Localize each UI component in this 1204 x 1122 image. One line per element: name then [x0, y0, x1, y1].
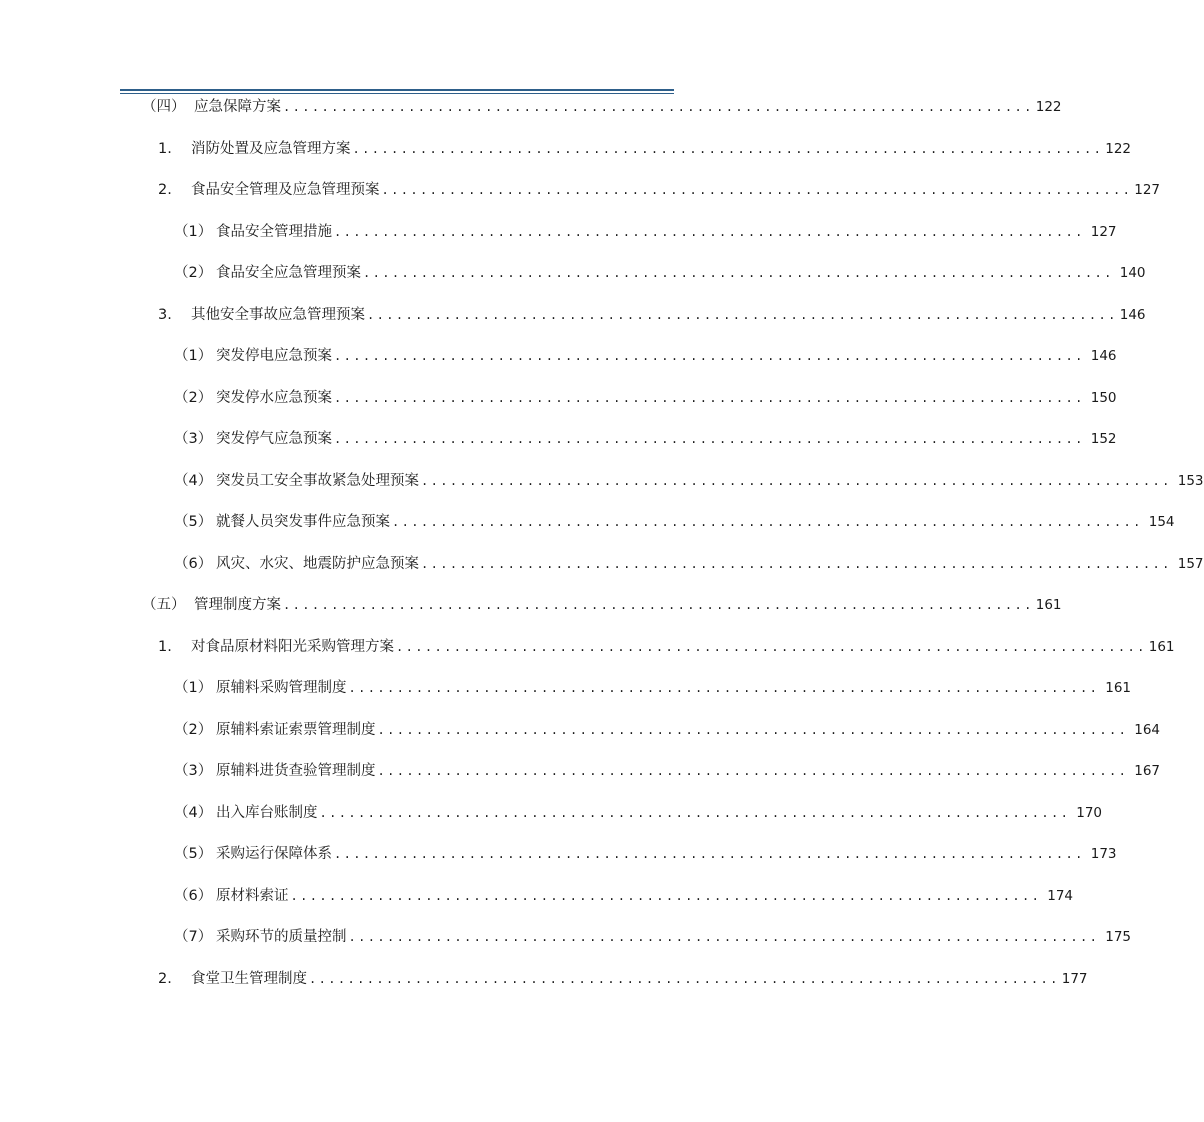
- header-rule-thin: [120, 93, 674, 94]
- toc-leader-dots: ..............................................................................: [334, 432, 1085, 446]
- toc-page-number: 140: [1119, 265, 1146, 281]
- toc-page-number: 174: [1047, 888, 1074, 904]
- toc-entry-number: （1）: [174, 224, 213, 240]
- toc-entry-number: 3.: [158, 307, 172, 323]
- toc-page-number: 122: [1035, 99, 1062, 115]
- toc-entry-number: （4）: [174, 473, 213, 489]
- toc-entry-number: 1.: [158, 639, 172, 655]
- toc-page-number: 127: [1090, 224, 1117, 240]
- toc-entry-number: （5）: [174, 846, 213, 862]
- toc-entry-number: 2.: [158, 971, 172, 987]
- toc-entry-title: 食品安全应急管理预案: [216, 265, 361, 281]
- toc-entry-title: 食品安全管理及应急管理预案: [191, 182, 380, 198]
- toc-page-number: 154: [1148, 514, 1175, 530]
- toc-entry[interactable]: [142, 593, 1062, 617]
- toc-leader-dots: ..............................................................................: [392, 515, 1143, 529]
- toc-leader-dots: ..............................................................................: [334, 225, 1085, 239]
- toc-entry-title: 采购运行保障体系: [216, 846, 332, 862]
- toc-leader-dots: ..............................................................................: [381, 183, 1133, 197]
- toc-page-number: 173: [1090, 846, 1117, 862]
- toc-leader-dots: ..............................................................................: [348, 681, 1100, 695]
- toc-entry-title: 原辅料采购管理制度: [216, 680, 347, 696]
- toc-entry[interactable]: [174, 842, 1117, 866]
- toc-entry-title: 食品安全管理措施: [216, 224, 332, 240]
- toc-page-number: 175: [1105, 929, 1132, 945]
- toc-entry[interactable]: [174, 510, 1175, 534]
- toc-entry-title: 应急保障方案: [194, 99, 281, 115]
- toc-leader-dots: ..............................................................................: [396, 640, 1147, 654]
- toc-leader-dots: ..............................................................................: [421, 474, 1172, 488]
- toc-entry[interactable]: [174, 261, 1146, 285]
- toc-entry[interactable]: [174, 427, 1117, 451]
- toc-page-number: 170: [1076, 805, 1103, 821]
- toc-entry[interactable]: [174, 925, 1132, 949]
- toc-page-number: 167: [1134, 763, 1161, 779]
- toc-entry[interactable]: [158, 178, 1161, 202]
- toc-leader-dots: ..............................................................................: [377, 723, 1129, 737]
- toc-leader-dots: ..............................................................................: [319, 806, 1071, 820]
- toc-entry[interactable]: [174, 676, 1132, 700]
- toc-entry-title: 原辅料索证索票管理制度: [216, 722, 376, 738]
- toc-leader-dots: ..............................................................................: [363, 266, 1114, 280]
- toc-entry-number: （6）: [174, 888, 213, 904]
- toc-leader-dots: ..............................................................................: [352, 142, 1104, 156]
- toc-entry[interactable]: [174, 469, 1204, 493]
- toc-leader-dots: ..............................................................................: [348, 930, 1100, 944]
- toc-entry[interactable]: [174, 552, 1204, 576]
- toc-page-number: 146: [1090, 348, 1117, 364]
- toc-entry-number: （6）: [174, 556, 213, 572]
- toc-leader-dots: ..............................................................................: [283, 100, 1034, 114]
- toc-entry-title: 突发停电应急预案: [216, 348, 332, 364]
- toc-page-number: 161: [1035, 597, 1062, 613]
- toc-entry[interactable]: [174, 759, 1161, 783]
- toc-entry-number: （3）: [174, 431, 213, 447]
- toc-entry[interactable]: [158, 303, 1146, 327]
- toc-entry[interactable]: [174, 718, 1161, 742]
- toc-leader-dots: ..............................................................................: [334, 349, 1085, 363]
- toc-page-number: 153: [1177, 473, 1204, 489]
- toc-page-number: 122: [1105, 141, 1132, 157]
- toc-leader-dots: ..............................................................................: [334, 847, 1085, 861]
- toc-entry-number: （五）: [142, 597, 186, 613]
- toc-leader-dots: ..............................................................................: [290, 889, 1042, 903]
- toc-page-number: 177: [1061, 971, 1088, 987]
- toc-entry[interactable]: [158, 967, 1088, 991]
- toc-page-number: 161: [1105, 680, 1132, 696]
- header-rule-thick: [120, 89, 674, 91]
- toc-page-number: 146: [1119, 307, 1146, 323]
- toc-leader-dots: ..............................................................................: [309, 972, 1060, 986]
- toc-page-number: 164: [1134, 722, 1161, 738]
- toc-entry[interactable]: [142, 95, 1062, 119]
- toc-leader-dots: ..............................................................................: [367, 308, 1118, 322]
- toc-page-number: 161: [1148, 639, 1175, 655]
- toc-page-number: 152: [1090, 431, 1117, 447]
- toc-entry[interactable]: [174, 386, 1117, 410]
- toc-leader-dots: ..............................................................................: [334, 391, 1085, 405]
- toc-entry-number: 2.: [158, 182, 172, 198]
- toc-entry-title: 风灾、水灾、地震防护应急预案: [216, 556, 419, 572]
- toc-leader-dots: ..............................................................................: [283, 598, 1034, 612]
- toc-entry-number: （2）: [174, 390, 213, 406]
- toc-entry-title: 对食品原材料阳光采购管理方案: [191, 639, 394, 655]
- toc-entry-number: （3）: [174, 763, 213, 779]
- toc-entry-number: 1.: [158, 141, 172, 157]
- toc-entry-number: （2）: [174, 722, 213, 738]
- toc-entry-number: （1）: [174, 680, 213, 696]
- toc-entry-title: 就餐人员突发事件应急预案: [216, 514, 390, 530]
- toc-entry-number: （1）: [174, 348, 213, 364]
- toc-entry[interactable]: [174, 220, 1117, 244]
- toc-entry-title: 其他安全事故应急管理预案: [191, 307, 365, 323]
- toc-leader-dots: ..............................................................................: [377, 764, 1129, 778]
- toc-entry-title: 管理制度方案: [194, 597, 281, 613]
- toc-entry-title: 突发停气应急预案: [216, 431, 332, 447]
- toc-page-number: 157: [1177, 556, 1204, 572]
- toc-entry-title: 消防处置及应急管理方案: [191, 141, 351, 157]
- toc-entry[interactable]: [174, 801, 1103, 825]
- toc-entry-title: 突发停水应急预案: [216, 390, 332, 406]
- toc-entry[interactable]: [174, 884, 1074, 908]
- toc-leader-dots: ..............................................................................: [421, 557, 1172, 571]
- toc-entry-title: 原材料索证: [216, 888, 289, 904]
- toc-entry-number: （2）: [174, 265, 213, 281]
- toc-page-number: 127: [1134, 182, 1161, 198]
- toc-entry[interactable]: [158, 635, 1175, 659]
- toc-entry-title: 出入库台账制度: [216, 805, 318, 821]
- toc-entry-title: 原辅料进货查验管理制度: [216, 763, 376, 779]
- toc-entry[interactable]: [174, 344, 1117, 368]
- toc-entry-title: 食堂卫生管理制度: [191, 971, 307, 987]
- toc-entry-title: 采购环节的质量控制: [216, 929, 347, 945]
- toc-entry-number: （5）: [174, 514, 213, 530]
- toc-entry[interactable]: [158, 137, 1132, 161]
- toc-entry-number: （4）: [174, 805, 213, 821]
- toc-entry-number: （四）: [142, 99, 186, 115]
- toc-entry-title: 突发员工安全事故紧急处理预案: [216, 473, 419, 489]
- toc-page-number: 150: [1090, 390, 1117, 406]
- toc-entry-number: （7）: [174, 929, 213, 945]
